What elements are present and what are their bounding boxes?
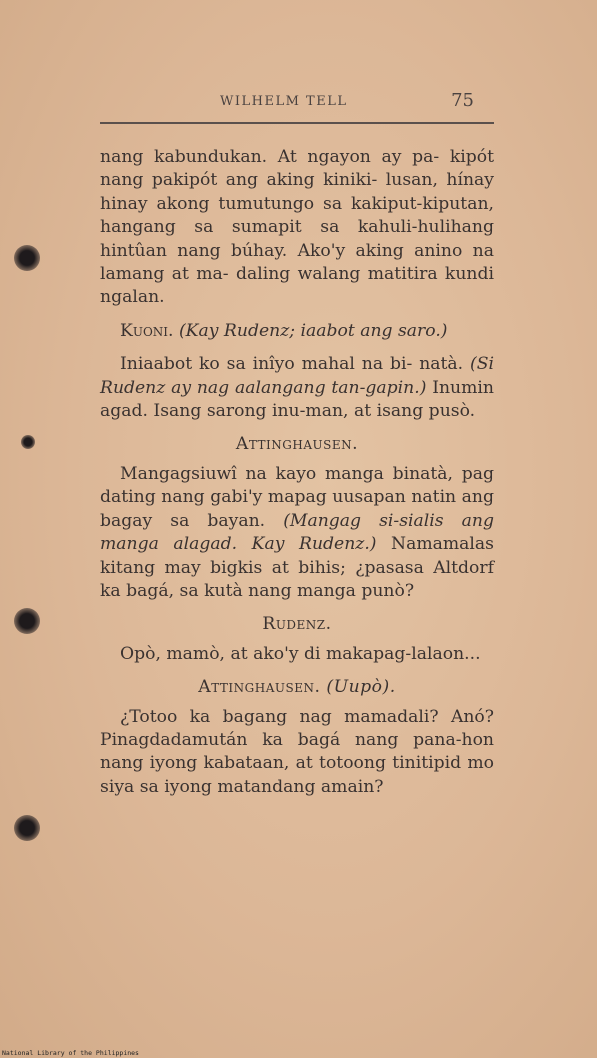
page-header <box>100 90 494 114</box>
stage-direction: (Mangag si-sialis ang manga alagad. Kay Rudenz.) <box>100 510 494 555</box>
binding-hole <box>14 608 40 634</box>
paragraph-attinghausen-2: ¿Totoo ka bagang nag mamadali? Anó? Pinagdadamután ka bagá nang pana-hon nang iyong kabataan, at totoong tinitipid mo siya sa iyong matandang amain? <box>100 706 494 797</box>
page-body <box>100 146 494 799</box>
paragraph-rudenz: Opò, mamò, at ako'y di makapag-lalaon... <box>120 643 481 664</box>
paragraph-attinghausen-1: Mangagsiuwî na kayo manga binatà, pag dating nang gabi'y mapag uusapan natin ang bagay sa bayan. (Mangag si-sialis ang manga alagad. Kay Rudenz.) Namamalas kitang may bigkis at bihis; ¿pasasa Altdorf ka bagá, sa kutà nang manga punò? <box>100 463 494 601</box>
stage-direction: (Uupò). <box>326 677 396 698</box>
paragraph-1: nang kabundukan. At ngayon ay pa- kipót nang pakipót ang aking kiniki- lusan, hínay hinay akong tumutungo sa kakiput-kiputan, hangang sa sumapit sa kahuli-hulihang hintûan nang búhay. Ako'y aking anino na lamang at ma- daling walang matitira kundi ngalan. <box>100 147 495 308</box>
footer-credit: National Library of the Philippines <box>2 1049 139 1057</box>
speaker-name: Kuoni. <box>120 320 174 341</box>
speaker-heading: Attinghausen. <box>235 434 359 455</box>
paragraph-kuoni: Iniaabot ko sa inîyo mahal na bi- natà. (Si Rudenz ay nag aalangang tan-gapin.) Inumin agad. Isang sarong inu-man, at isang pusò. <box>100 354 495 422</box>
speaker-heading-attinghausen-2: Attinghausen. (Uupò). <box>198 677 396 698</box>
stage-direction: (Kay Rudenz; iaabot ang saro.) <box>178 320 448 341</box>
binding-hole <box>21 435 35 449</box>
stage-direction: (Si Rudenz ay nag aalangang tan-gapin.) <box>100 354 495 398</box>
binding-hole <box>14 245 40 271</box>
binding-hole <box>14 815 40 841</box>
speaker-heading: Rudenz. <box>262 614 332 635</box>
running-title: WILHELM TELL <box>220 94 348 109</box>
kuoni-heading <box>100 320 494 343</box>
page-number: 75 <box>451 90 474 111</box>
header-rule <box>100 122 494 124</box>
